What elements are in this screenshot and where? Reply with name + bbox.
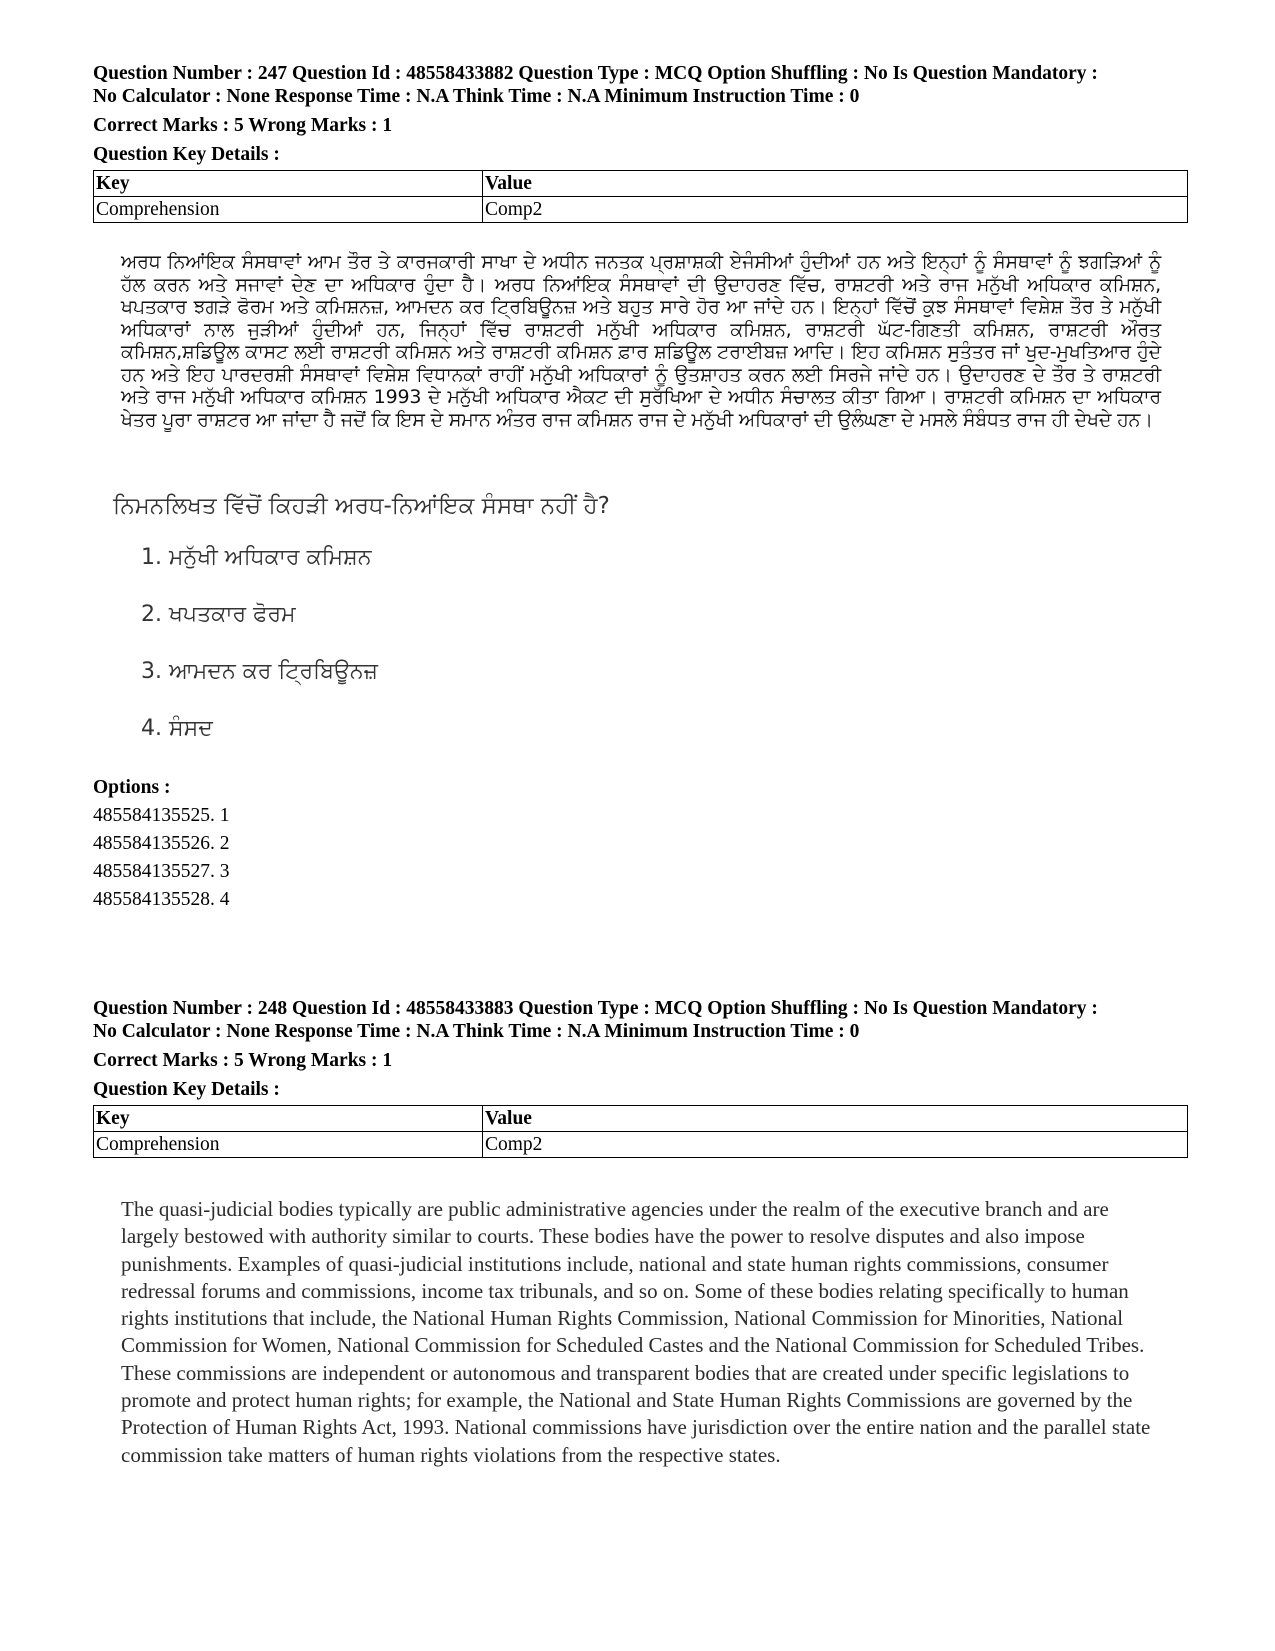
table-header-row bbox=[94, 1106, 1188, 1132]
table-row bbox=[94, 1132, 1188, 1158]
header-key: Key bbox=[94, 171, 483, 197]
header-key: Key bbox=[94, 1106, 483, 1132]
table-row bbox=[94, 197, 1188, 223]
key-details-label: Question Key Details : bbox=[93, 1079, 280, 1100]
key-details-table bbox=[93, 170, 1188, 223]
table-header-row bbox=[94, 171, 1188, 197]
cell-key: Comprehension bbox=[94, 197, 483, 223]
cell-value: Comp2 bbox=[483, 197, 1188, 223]
question-248-block bbox=[93, 997, 1188, 1469]
key-details-table bbox=[93, 1105, 1188, 1158]
comprehension-passage-punjabi: ਅਰਧ ਨਿਆਂਇਕ ਸੰਸਥਾਵਾਂ ਆਮ ਤੌਰ ਤੇ ਕਾਰਜਕਾਰੀ ਸਾਖਾ ਦੇ ਅਧੀਨ ਜਨਤਕ ਪ੍ਰਸ਼ਾਸ਼ਕੀ ਏਜੰਸੀਆਂ ਹੁੰਦੀਆਂ ਹਨ ਅਤੇ ਇਨ੍ਹਾਂ ਨੂੰ ਸੰਸਥਾਵਾਂ ਨੂੰ ਝਗੜਿਆਂ ਨੂੰ ਹੱਲ ਕਰਨ ਅਤੇ ਸਜਾਵਾਂ ਦੇਣ ਦਾ ਅਧਿਕਾਰ ਹੁੰਦਾ ਹੈ। ਅਰਧ ਨਿਆਂਇਕ ਸੰਸਥਾਵਾਂ ਦੀ ਉਦਾਹਰਣ ਵਿੱਚ, ਰਾਸ਼ਟਰੀ ਅਤੇ ਰਾਜ ਮਨੁੱਖੀ ਅਧਿਕਾਰ ਕਮਿਸ਼ਨ, ਖਪਤਕਾਰ ਝਗੜੇ ਫੋਰਮ ਅਤੇ ਕਮਿਸ਼ਨਜ਼, ਆਮਦਨ ਕਰ ਟ੍ਰਿਬਿਊਨਜ਼ ਅਤੇ ਬਹੁਤ ਸਾਰੇ ਹੋਰ ਆ ਜਾਂਦੇ ਹਨ। ਇਨ੍ਹਾਂ ਵਿੱਚੋਂ ਕੁਝ ਸੰਸਥਾਵਾਂ ਵਿਸ਼ੇਸ਼ ਤੌਰ ਤੇ ਮਨੁੱਖੀ ਅਧਿਕਾਰਾਂ ਨਾਲ ਜੁੜੀਆਂ ਹੁੰਦੀਆਂ ਹਨ, ਜਿਨ੍ਹਾਂ ਵਿੱਚ ਰਾਸ਼ਟਰੀ ਮਨੁੱਖੀ ਅਧਿਕਾਰ ਕਮਿਸ਼ਨ, ਰਾਸ਼ਟਰੀ ਘੱਟ-ਗਿਣਤੀ ਕਮਿਸ਼ਨ, ਰਾਸ਼ਟਰੀ ਔਰਤ ਕਮਿਸ਼ਨ,ਸ਼ਡਿਊਲ ਕਾਸਟ ਲਈ ਰਾਸ਼ਟਰੀ ਕਮਿਸ਼ਨ ਅਤੇ ਰਾਸ਼ਟਰੀ ਕਮਿਸ਼ਨ ਫ਼ਾਰ ਸ਼ਡਿਊਲ ਟਰਾਈਬਜ਼ ਆਦਿ। ਇਹ ਕਮਿਸ਼ਨ ਸੁਤੰਤਰ ਜਾਂ ਖੁਦ-ਮੁਖਤਿਆਰ ਹੁੰਦੇ ਹਨ ਅਤੇ ਇਹ ਪਾਰਦਰਸ਼ੀ ਸੰਸਥਾਵਾਂ ਵਿਸ਼ੇਸ਼ ਵਿਧਾਨਕਾਂ ਰਾਹੀਂ ਮਨੁੱਖੀ ਅਧਿਕਾਰਾਂ ਨੂੰ ਉਤਸ਼ਾਹਤ ਕਰਨ ਲਈ ਸਿਰਜੇ ਜਾਂਦੇ ਹਨ। ਉਦਾਹਰਣ ਦੇ ਤੌਰ ਤੇ ਰਾਸ਼ਟਰੀ ਅਤੇ ਰਾਜ ਮਨੁੱਖੀ ਅਧਿਕਾਰ ਕਮਿਸ਼ਨ 1993 ਦੇ ਮਨੁੱਖੀ ਅਧਿਕਾਰ ਐਕਟ ਦੀ ਸੁਰੱਖਿਆ ਦੇ ਅਧੀਨ ਸੰਚਾਲਤ ਕੀਤਾ ਗਿਆ। ਰਾਸ਼ਟਰੀ ਕਮਿਸ਼ਨ ਦਾ ਅਧਿਕਾਰ ਖੇਤਰ ਪੂਰਾ ਰਾਸ਼ਟਰ ਆ ਜਾਂਦਾ ਹੈ ਜਦੋਂ ਕਿ ਇਸ ਦੇ ਸਮਾਨ ਅੰਤਰ ਰਾਜ ਕਮਿਸ਼ਨ ਰਾਜ ਦੇ ਮਨੁੱਖੀ ਅਧਿਕਾਰਾਂ ਦੀ ਉਲੰਘਣਾ ਦੇ ਮਸਲੇ ਸੰਬੰਧਤ ਰਾਜ ਹੀ ਦੇਖਦੇ ਹਨ। bbox=[121, 251, 1161, 431]
choice-2: 2. ਖਪਤਕਾਰ ਫੋਰਮ bbox=[141, 602, 296, 627]
marks-line: Correct Marks : 5 Wrong Marks : 1 bbox=[93, 115, 393, 136]
choice-4: 4. ਸੰਸਦ bbox=[141, 716, 213, 741]
choice-1: 1. ਮਨੁੱਖੀ ਅਧਿਕਾਰ ਕਮਿਸ਼ਨ bbox=[141, 545, 372, 570]
meta-line-2: No Calculator : None Response Time : N.A Think Time : N.A Minimum Instruction Time : 0 bbox=[93, 1021, 860, 1042]
question-meta bbox=[93, 62, 1188, 108]
options-label: Options : bbox=[93, 777, 171, 798]
option-id-2: 485584135526. 2 bbox=[93, 833, 230, 854]
key-details-label: Question Key Details : bbox=[93, 144, 280, 165]
choice-3: 3. ਆਮਦਨ ਕਰ ਟ੍ਰਿਬਿਊਨਜ਼ bbox=[141, 659, 378, 684]
option-id-1: 485584135525. 1 bbox=[93, 805, 230, 826]
cell-key: Comprehension bbox=[94, 1132, 483, 1158]
meta-line-2: No Calculator : None Response Time : N.A Think Time : N.A Minimum Instruction Time : 0 bbox=[93, 86, 860, 107]
option-id-3: 485584135527. 3 bbox=[93, 861, 230, 882]
question-text: ਨਿਮਨਲਿਖਤ ਵਿੱਚੋਂ ਕਿਹੜੀ ਅਰਧ-ਨਿਆਂਇਕ ਸੰਸਥਾ ਨਹੀਂ ਹੈ? bbox=[113, 493, 610, 519]
option-id-4: 485584135528. 4 bbox=[93, 889, 230, 910]
comprehension-passage-english: The quasi-judicial bodies typically are public administrative agencies under the realm of the executive branch and are largely bestowed with authority similar to courts. These bodies have the power to resolve disputes and also impose punishments. Examples of quasi-judicial institutions include, national and state human rights commissions, consumer redressal forums and commissions, income tax tribunals, and so on. Some of these bodies relating specifically to human rights institutions that include, the National Human Rights Commission, National Commission for Minorities, National Commission for Women, National Commission for Scheduled Castes and the National Commission for Scheduled Tribes. These commissions are independent or autonomous and transparent bodies that are created under specific legislations to promote and protect human rights; for example, the National and State Human Rights Commissions are governed by the Protection of Human Rights Act, 1993. National commissions have jurisdiction over the entire nation and the parallel state commission take matters of human rights violations from the respective states. bbox=[121, 1197, 1151, 1467]
meta-line-1: Question Number : 248 Question Id : 48558433883 Question Type : MCQ Option Shuffling : No Is Question Mandatory : bbox=[93, 998, 1098, 1019]
cell-value: Comp2 bbox=[483, 1132, 1188, 1158]
meta-line-1: Question Number : 247 Question Id : 48558433882 Question Type : MCQ Option Shuffling : No Is Question Mandatory : bbox=[93, 63, 1098, 84]
header-value: Value bbox=[483, 1106, 1188, 1132]
question-choices bbox=[141, 541, 1188, 769]
question-meta bbox=[93, 997, 1188, 1043]
header-value: Value bbox=[483, 171, 1188, 197]
option-id-list bbox=[93, 802, 1188, 914]
marks-line: Correct Marks : 5 Wrong Marks : 1 bbox=[93, 1050, 393, 1071]
question-247-block bbox=[93, 62, 1188, 914]
